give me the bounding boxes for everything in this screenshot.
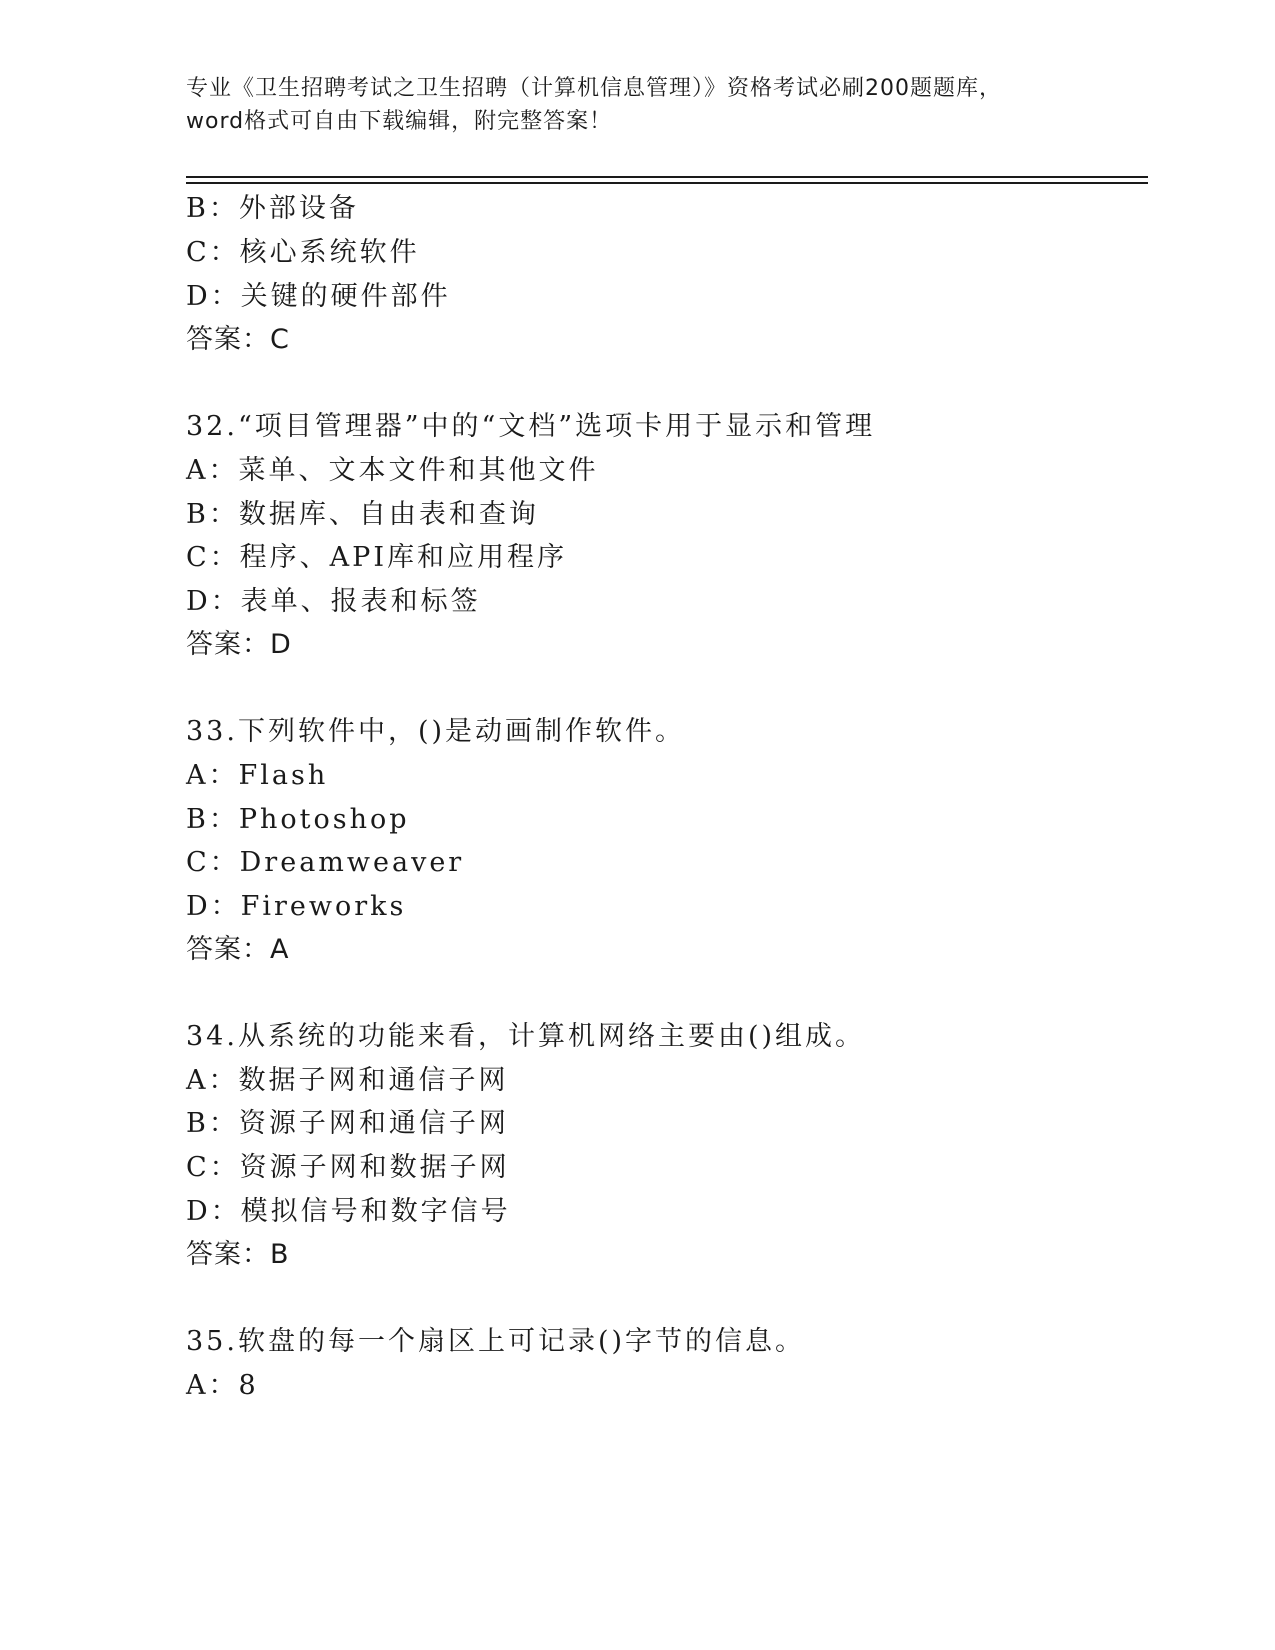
- q32-question: 32.“项目管理器”中的“文档”选项卡用于显示和管理: [186, 411, 876, 442]
- q31-option-d: D：关键的硬件部件: [186, 281, 451, 312]
- q35-option-a: A：8: [186, 1370, 259, 1401]
- q34-answer: 答案：B: [186, 1239, 290, 1270]
- q31-answer: 答案：C: [186, 324, 290, 355]
- q34-option-d: D：模拟信号和数字信号: [186, 1196, 511, 1227]
- document-header: [186, 72, 1086, 138]
- q33-option-d: D：Fireworks: [186, 891, 407, 922]
- header-line-2: word格式可自由下载编辑，附完整答案！: [186, 109, 613, 134]
- q33-answer: 答案：A: [186, 934, 290, 965]
- q32-option-b: B：数据库、自由表和查询: [186, 499, 539, 530]
- q32-option-a: A：菜单、文本文件和其他文件: [186, 455, 599, 486]
- q33-option-a: A：Flash: [186, 760, 329, 791]
- q34-option-c: C：资源子网和数据子网: [186, 1152, 510, 1183]
- q32-option-c: C：程序、API库和应用程序: [186, 542, 567, 573]
- q34-option-a: A：数据子网和通信子网: [186, 1065, 509, 1096]
- header-divider-top: [186, 176, 1148, 178]
- q34-option-b: B：资源子网和通信子网: [186, 1108, 509, 1139]
- header-divider-bottom: [186, 182, 1148, 184]
- header-line-1: 专业《卫生招聘考试之卫生招聘（计算机信息管理）》资格考试必刷200题题库，: [186, 76, 1002, 101]
- q35-question: 35.软盘的每一个扇区上可记录()字节的信息。: [186, 1326, 806, 1357]
- q32-answer: 答案：D: [186, 629, 292, 660]
- q33-option-b: B：Photoshop: [186, 804, 410, 835]
- q31-option-b: B：外部设备: [186, 193, 359, 224]
- q32-option-d: D：表单、报表和标签: [186, 586, 481, 617]
- q33-question: 33.下列软件中，()是动画制作软件。: [186, 716, 686, 747]
- q34-question: 34.从系统的功能来看，计算机网络主要由()组成。: [186, 1021, 866, 1052]
- q33-option-c: C：Dreamweaver: [186, 847, 465, 878]
- q31-option-c: C：核心系统软件: [186, 237, 420, 268]
